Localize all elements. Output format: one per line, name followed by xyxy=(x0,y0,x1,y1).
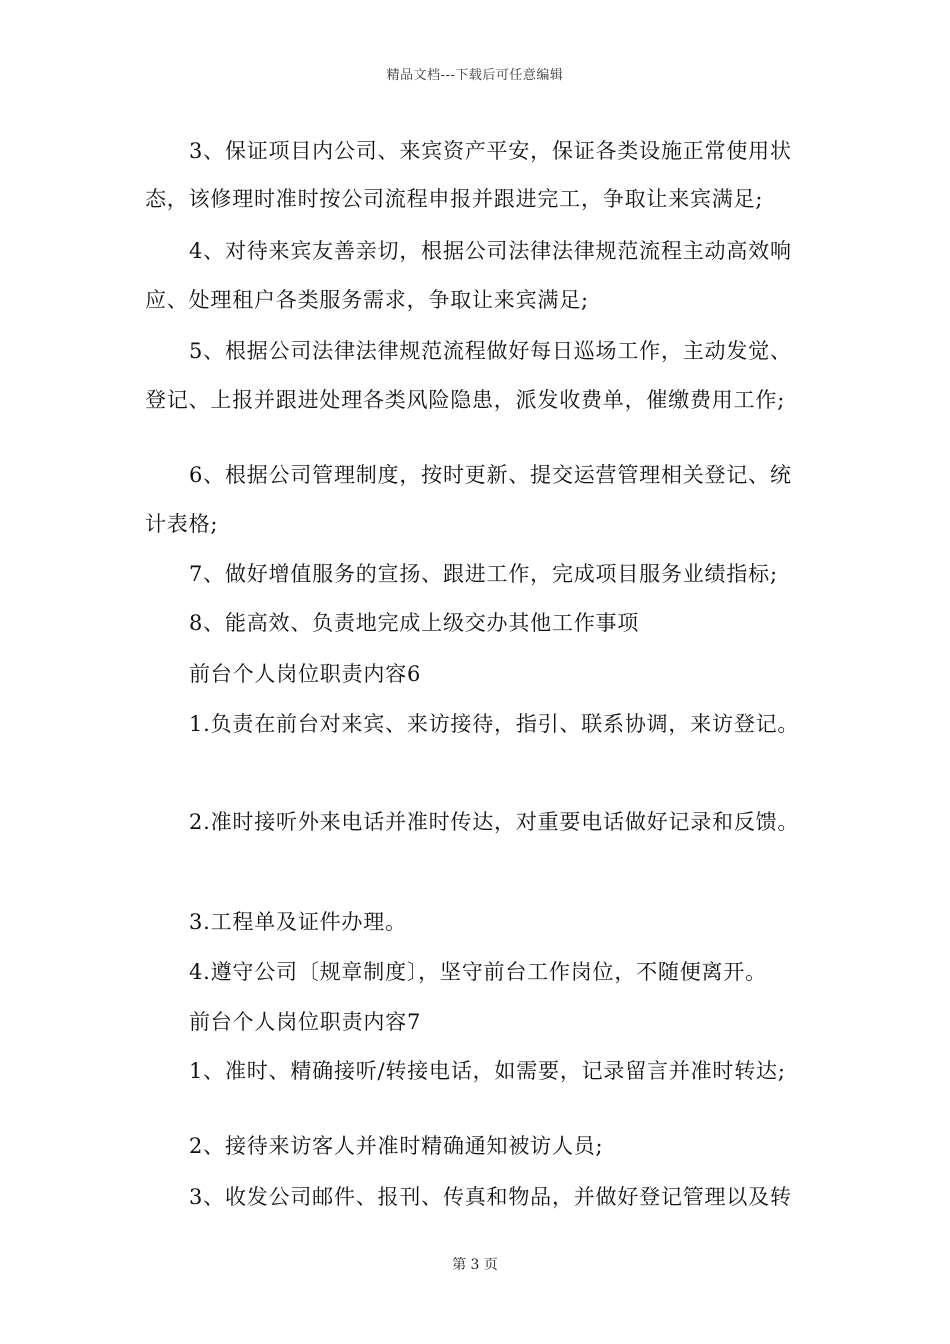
paragraph-line: 2.准时接听外来电话并准时传达，对重要电话做好记录和反馈。 xyxy=(189,810,800,834)
page-header: 精品文档---下载后可任意编辑 xyxy=(386,68,564,83)
paragraph-line: 7、做好增值服务的宣扬、跟进工作，完成项目服务业绩指标; xyxy=(189,562,778,586)
paragraph-line: 1、准时、精确接听/转接电话，如需要，记录留言并准时转达; xyxy=(189,1059,786,1083)
paragraph-line: 8、能高效、负责地完成上级交办其他工作事项 xyxy=(189,611,640,635)
page-number: 第 3 页 xyxy=(452,1257,498,1273)
section-heading: 前台个人岗位职责内容7 xyxy=(189,1010,422,1034)
section-heading: 前台个人岗位职责内容6 xyxy=(189,662,422,686)
paragraph-line: 计表格; xyxy=(145,512,219,536)
paragraph-line: 1.负责在前台对来宾、来访接待，指引、联系协调，来访登记。 xyxy=(189,712,800,736)
paragraph-line: 5、根据公司法律法律规范流程做好每日巡场工作，主动发觉、 xyxy=(189,339,792,363)
paragraph-line: 登记、上报并跟进处理各类风险隐患，派发收费单，催缴费用工作; xyxy=(145,388,786,412)
paragraph-line: 3、保证项目内公司、来宾资产平安，保证各类设施正常使用状 xyxy=(189,139,792,163)
paragraph-line: 6、根据公司管理制度，按时更新、提交运营管理相关登记、统 xyxy=(189,463,792,487)
paragraph-line: 3.工程单及证件办理。 xyxy=(189,910,407,934)
paragraph-line: 4.遵守公司〔规章制度〕，坚守前台工作岗位，不随便离开。 xyxy=(189,960,767,984)
paragraph-line: 3、收发公司邮件、报刊、传真和物品，并做好登记管理以及转 xyxy=(189,1185,792,1209)
paragraph-line: 2、接待来访客人并准时精确通知被访人员; xyxy=(189,1134,604,1158)
paragraph-line: 4、对待来宾友善亲切，根据公司法律法律规范流程主动高效响 xyxy=(189,239,792,263)
paragraph-line: 应、处理租户各类服务需求，争取让来宾满足; xyxy=(145,288,589,312)
paragraph-line: 态，该修理时准时按公司流程申报并跟进完工，争取让来宾满足; xyxy=(145,187,764,211)
